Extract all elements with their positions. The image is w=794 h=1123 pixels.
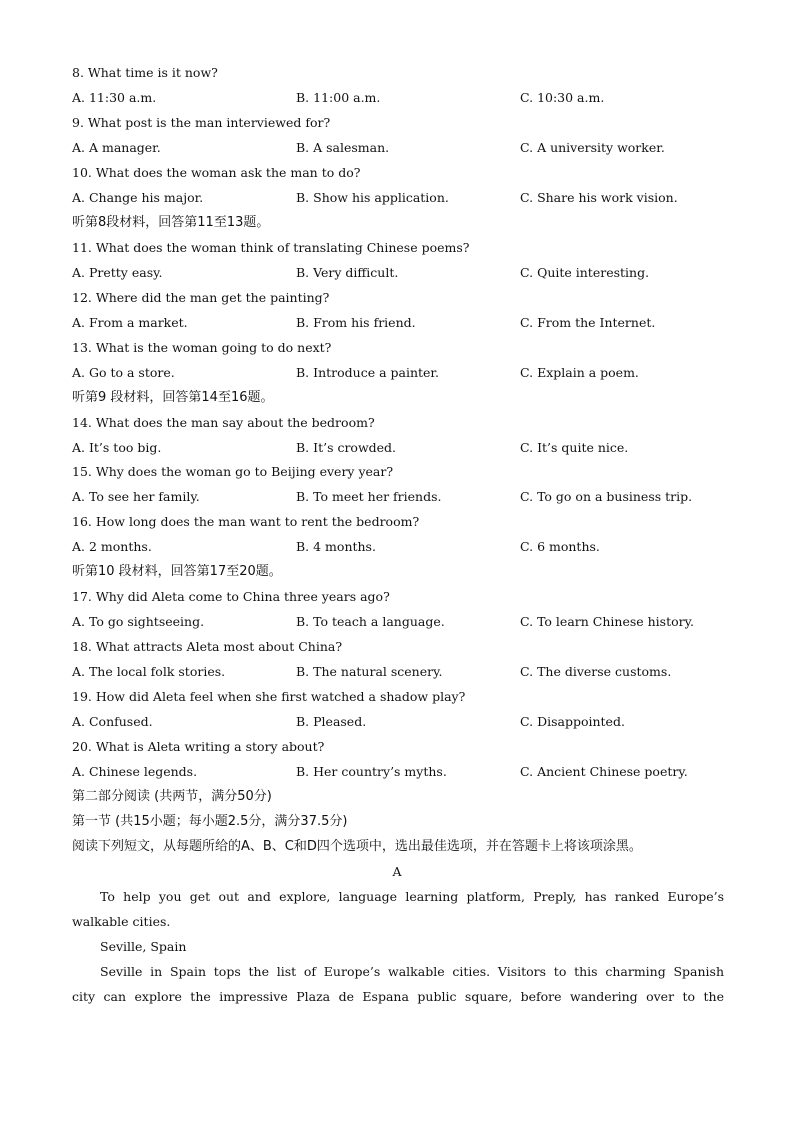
option-a: A. A manager. <box>72 140 161 155</box>
option-c: C. Disappointed. <box>520 714 625 729</box>
option-b: B. From his friend. <box>296 315 416 330</box>
option-c: C. A university worker. <box>520 140 665 155</box>
option-a: A. 2 months. <box>72 539 152 554</box>
option-c: C. Share his work vision. <box>520 190 678 205</box>
option-a: A. The local folk stories. <box>72 664 226 679</box>
question-11-options <box>72 263 732 283</box>
question-10: 10. What does the woman ask the man to do? <box>72 165 361 180</box>
option-a: A. Chinese legends. <box>72 764 198 779</box>
question-16-options <box>72 537 732 557</box>
question-20: 20. What is Aleta writing a story about? <box>72 739 325 754</box>
passage-label: A <box>392 864 402 879</box>
option-a: A. To go sightseeing. <box>72 614 205 629</box>
question-10-options <box>72 188 732 208</box>
question-11: 11. What does the woman think of translating Chinese poems? <box>72 240 470 255</box>
question-17-options <box>72 612 732 632</box>
option-b: B. The natural scenery. <box>296 664 443 679</box>
question-14-options <box>72 438 732 458</box>
reading-instruction: 阅读下列短文，从每题所给的A、B、C和D四个选项中，选出最佳选项，并在答题卡上将该项涂黑。 <box>72 839 642 854</box>
option-b: B. It’s crowded. <box>296 440 397 455</box>
question-15-options <box>72 487 732 507</box>
option-c: C. The diverse customs. <box>520 664 672 679</box>
option-a: A. Pretty easy. <box>72 265 163 280</box>
question-17: 17. Why did Aleta come to China three years ago? <box>72 589 390 604</box>
option-b: B. To teach a language. <box>296 614 445 629</box>
question-19: 19. How did Aleta feel when she first watched a shadow play? <box>72 689 466 704</box>
option-c: C. 6 months. <box>520 539 600 554</box>
section-header-10: 听第10 段材料，回答第17至20题。 <box>72 564 282 579</box>
option-a: A. Change his major. <box>72 190 204 205</box>
option-a: A. Go to a store. <box>72 365 175 380</box>
section1-title: 第一节 (共15小题；每小题2.5分，满分37.5分) <box>72 814 348 829</box>
question-8: 8. What time is it now? <box>72 65 218 80</box>
option-c: C. Ancient Chinese poetry. <box>520 764 688 779</box>
question-14: 14. What does the man say about the bedroom? <box>72 415 375 430</box>
option-b: B. 4 months. <box>296 539 376 554</box>
question-9: 9. What post is the man interviewed for? <box>72 115 331 130</box>
option-a: A. From a market. <box>72 315 188 330</box>
question-18: 18. What attracts Aleta most about China? <box>72 639 343 654</box>
option-b: B. Introduce a painter. <box>296 365 439 380</box>
option-a: A. It’s too big. <box>72 440 162 455</box>
question-9-options <box>72 138 732 158</box>
option-b: B. 11:00 a.m. <box>296 90 381 105</box>
question-18-options <box>72 662 732 682</box>
option-c: C. 10:30 a.m. <box>520 90 605 105</box>
option-b: B. Very difficult. <box>296 265 399 280</box>
question-8-options <box>72 88 732 108</box>
option-c: C. Quite interesting. <box>520 265 650 280</box>
question-15: 15. Why does the woman go to Beijing every year? <box>72 464 394 479</box>
city-line-1: Seville in Spain tops the list of Europe’s walkable cities. Visitors to this charming Spanish <box>100 964 724 979</box>
option-b: B. Pleased. <box>296 714 367 729</box>
question-20-options <box>72 762 732 782</box>
option-c: C. From the Internet. <box>520 315 656 330</box>
question-16: 16. How long does the man want to rent the bedroom? <box>72 514 420 529</box>
intro-line-1: To help you get out and explore, language learning platform, Preply, has ranked Europe’s <box>100 889 724 904</box>
option-b: B. Show his application. <box>296 190 449 205</box>
city-title: Seville, Spain <box>100 939 187 954</box>
option-a: A. 11:30 a.m. <box>72 90 157 105</box>
option-c: C. To learn Chinese history. <box>520 614 694 629</box>
option-c: C. To go on a business trip. <box>520 489 693 504</box>
question-19-options <box>72 712 732 732</box>
option-b: B. To meet her friends. <box>296 489 442 504</box>
option-a: A. To see her family. <box>72 489 200 504</box>
question-13-options <box>72 363 732 383</box>
part2-title: 第二部分阅读 (共两节，满分50分) <box>72 789 272 804</box>
city-line-2: city can explore the impressive Plaza de Espana public square, before wandering over to the <box>72 989 724 1004</box>
option-c: C. Explain a poem. <box>520 365 639 380</box>
option-b: B. Her country’s myths. <box>296 764 447 779</box>
question-13: 13. What is the woman going to do next? <box>72 340 332 355</box>
question-12: 12. Where did the man get the painting? <box>72 290 330 305</box>
option-b: B. A salesman. <box>296 140 390 155</box>
section-header-8: 听第8段材料，回答第11至13题。 <box>72 215 270 230</box>
intro-line-2: walkable cities. <box>72 914 171 929</box>
option-a: A. Confused. <box>72 714 153 729</box>
section-header-9: 听第9 段材料，回答第14至16题。 <box>72 390 274 405</box>
question-12-options <box>72 313 732 333</box>
option-c: C. It’s quite nice. <box>520 440 629 455</box>
